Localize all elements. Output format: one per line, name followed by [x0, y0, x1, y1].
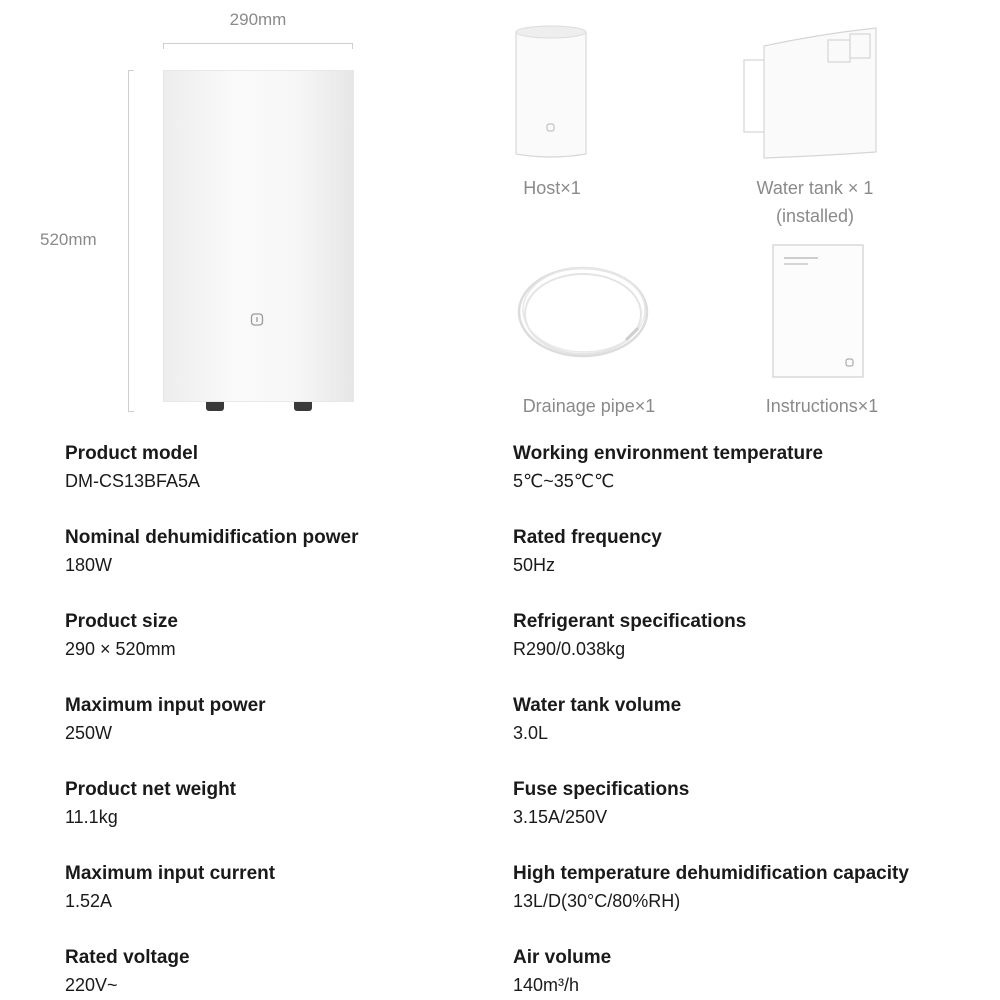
spec-value: 5℃~35℃℃ — [513, 471, 615, 491]
package-item-host: Host×1 — [523, 178, 581, 198]
spec-rated-voltage — [65, 945, 505, 999]
spec-max-input-power — [65, 693, 505, 747]
spec-label: Refrigerant specifications — [513, 611, 747, 632]
water-tank-icon — [740, 24, 882, 164]
spec-rated-frequency — [513, 525, 983, 579]
spec-nominal-power — [65, 525, 505, 579]
spec-label: Working environment temperature — [513, 443, 824, 464]
package-item-water-tank: Water tank × 1 (installed) — [756, 178, 874, 226]
spec-fuse — [513, 777, 983, 831]
spec-label: Nominal dehumidification power — [65, 527, 359, 548]
spec-value: 290 × 520mm — [65, 639, 176, 659]
mi-logo-icon — [250, 312, 264, 326]
width-dimension-line — [163, 43, 353, 49]
package-item-instructions: Instructions×1 — [765, 396, 879, 416]
dehumidifier-host-icon — [510, 22, 592, 164]
spec-value: 50Hz — [513, 555, 556, 575]
spec-water-tank-volume — [513, 693, 983, 747]
spec-air-volume — [513, 945, 983, 999]
spec-value: 3.0L — [513, 723, 549, 743]
spec-label: Product model — [65, 443, 199, 464]
spec-label: High temperature dehumidification capacity — [513, 863, 909, 884]
spec-max-input-current — [65, 861, 505, 915]
spec-value: 180W — [65, 555, 113, 575]
height-dimension-label: 520mm — [40, 230, 97, 249]
spec-value: R290/0.038kg — [513, 639, 626, 659]
left-wheel — [206, 402, 224, 411]
spec-value: 13L/D(30°C/80%RH) — [513, 891, 681, 911]
spec-label: Air volume — [513, 947, 612, 968]
spec-label: Rated voltage — [65, 947, 190, 968]
spec-value: 220V~ — [65, 975, 118, 995]
spec-product-model — [65, 441, 505, 495]
spec-label: Maximum input current — [65, 863, 276, 884]
spec-value: 250W — [65, 723, 113, 743]
spec-value: 11.1kg — [65, 807, 118, 827]
spec-label: Maximum input power — [65, 695, 266, 716]
spec-label: Product net weight — [65, 779, 236, 800]
spec-value: 140m³/h — [513, 975, 580, 995]
right-wheel — [294, 402, 312, 411]
spec-high-temp-capacity — [513, 861, 983, 915]
height-dimension-line — [128, 70, 134, 412]
spec-value: DM-CS13BFA5A — [65, 471, 201, 491]
spec-label: Fuse specifications — [513, 779, 690, 800]
spec-product-size — [65, 609, 505, 663]
spec-net-weight — [65, 777, 505, 831]
spec-label: Rated frequency — [513, 527, 662, 548]
drainage-pipe-icon — [514, 262, 652, 364]
package-item-drainage-pipe: Drainage pipe×1 — [522, 396, 656, 416]
spec-working-temperature — [513, 441, 983, 495]
dehumidifier-body — [163, 70, 354, 402]
spec-label: Water tank volume — [513, 695, 682, 716]
instruction-booklet-icon — [772, 244, 866, 380]
width-dimension-label: 290mm — [229, 10, 287, 29]
spec-label: Product size — [65, 611, 178, 632]
spec-value: 1.52A — [65, 891, 113, 911]
spec-refrigerant — [513, 609, 983, 663]
spec-value: 3.15A/250V — [513, 807, 608, 827]
